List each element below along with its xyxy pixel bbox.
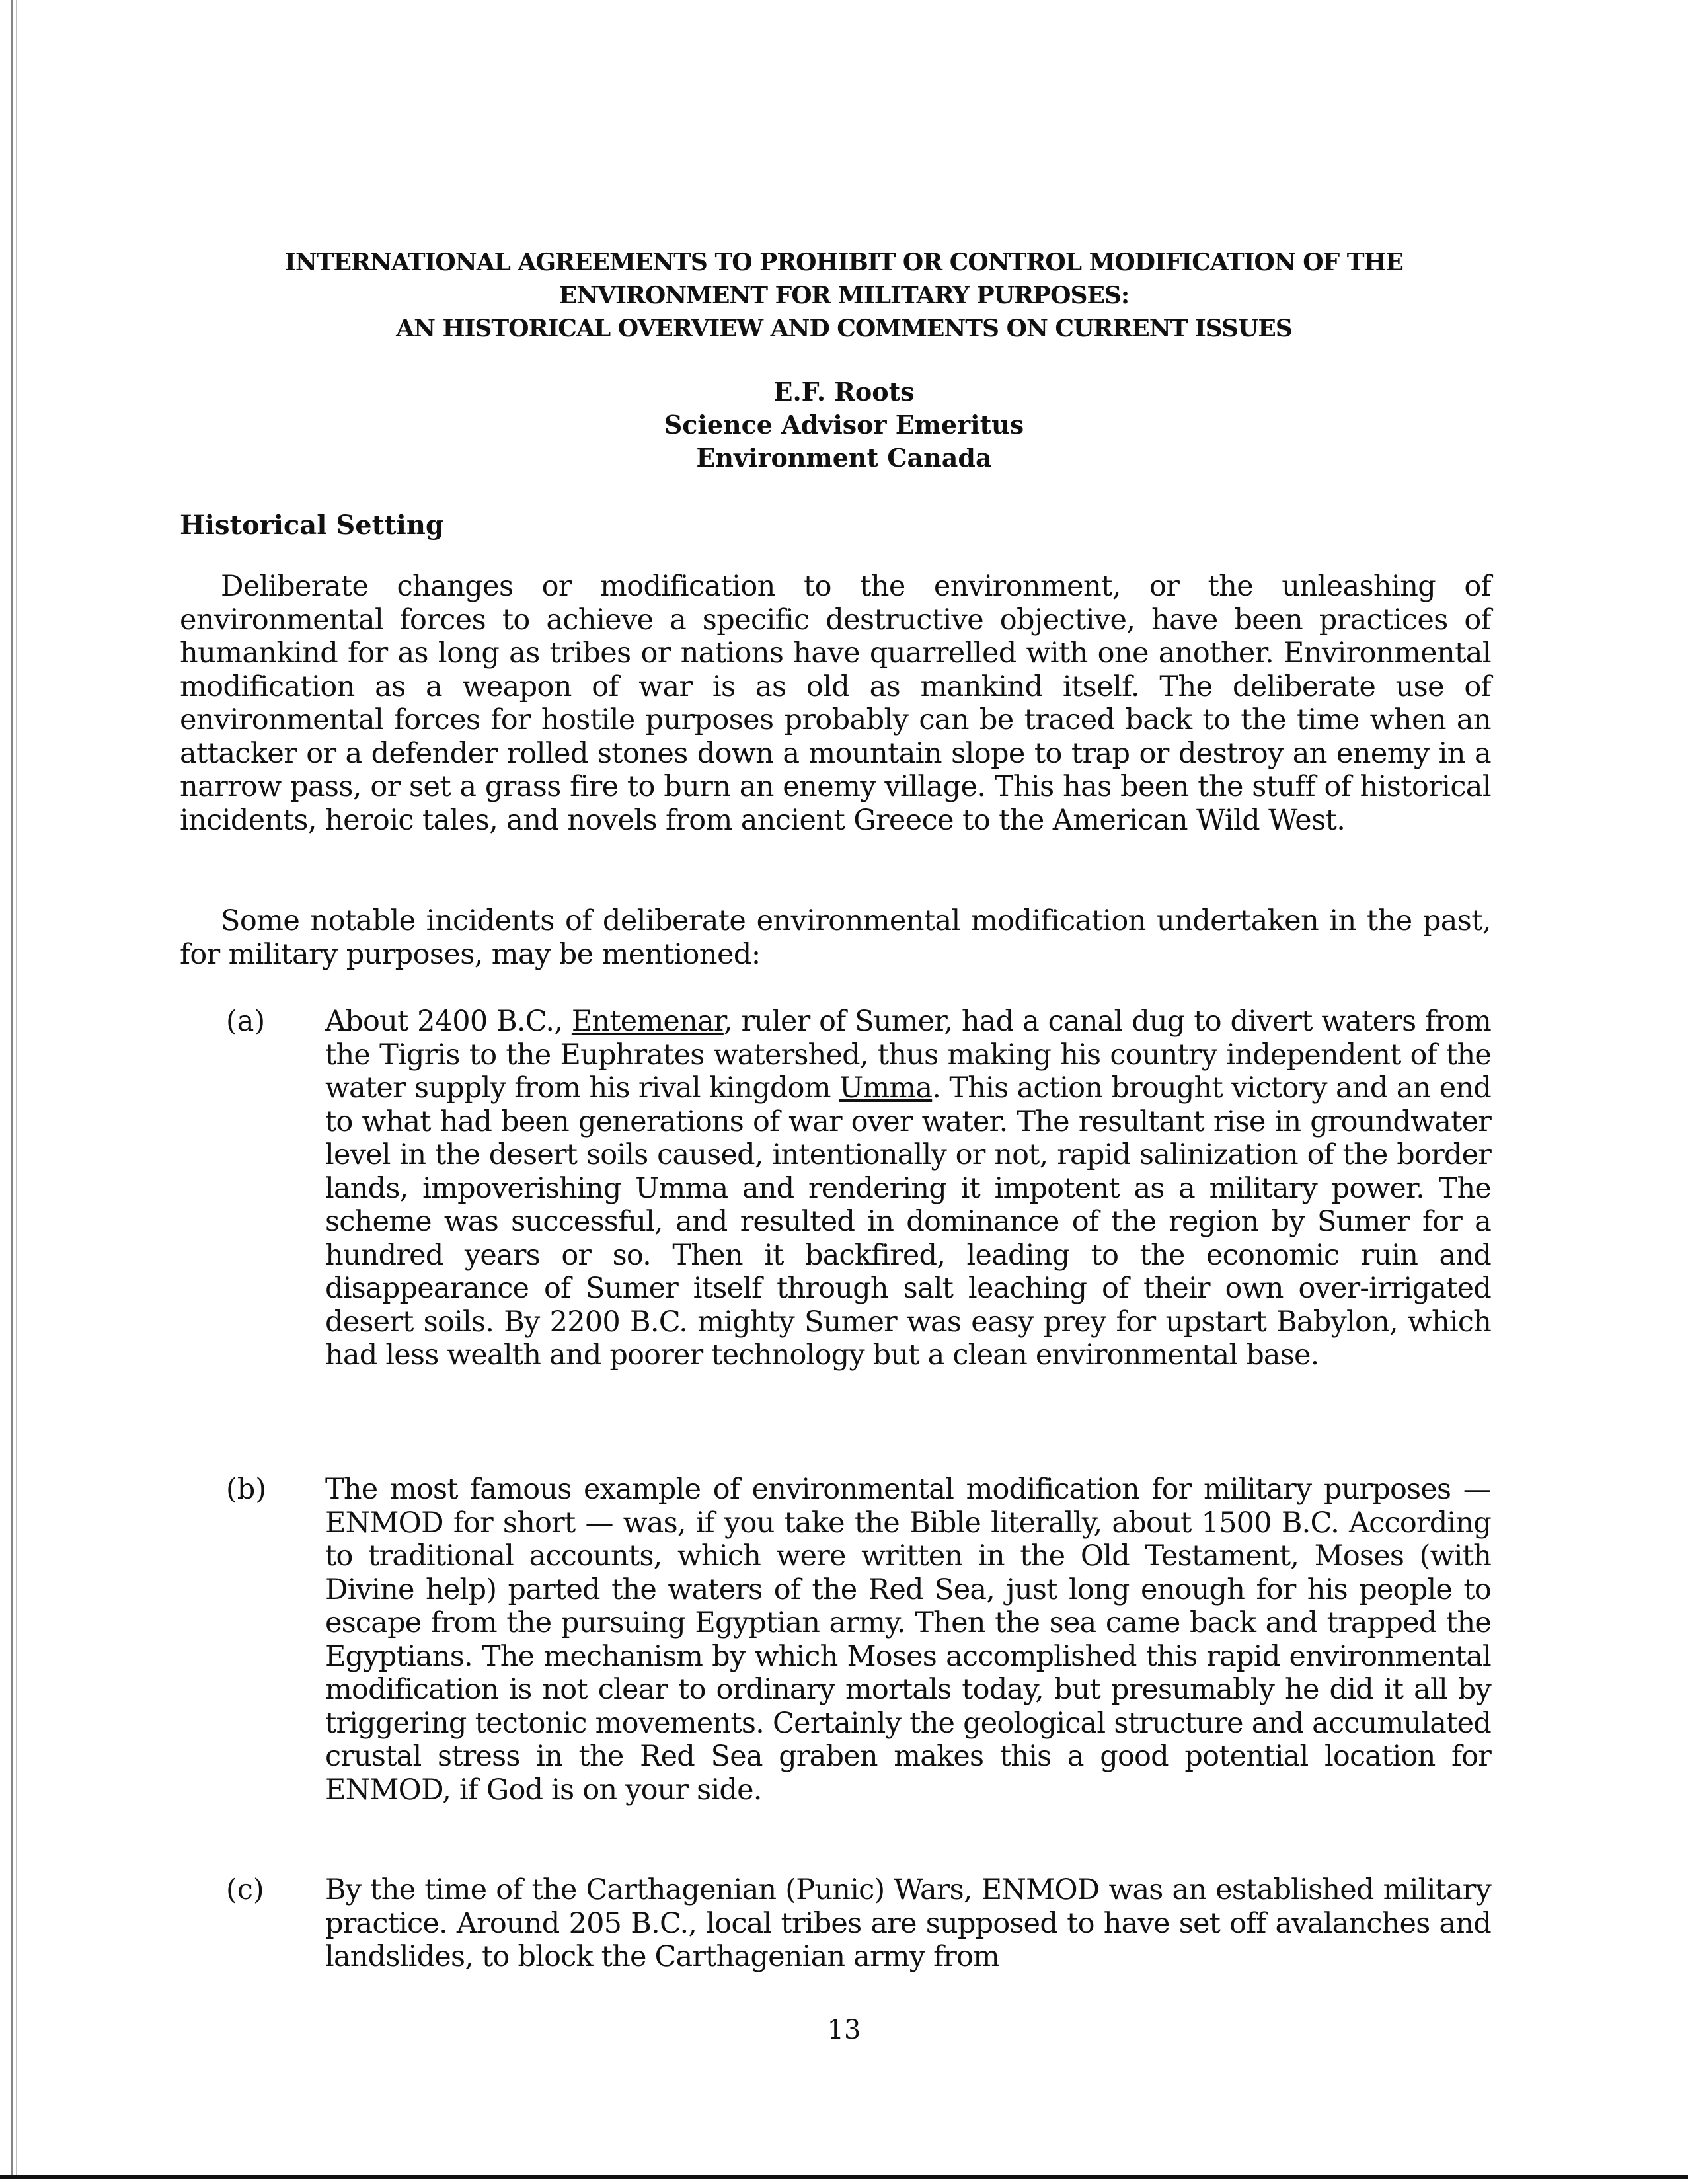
title-line-2: ENVIRONMENT FOR MILITARY PURPOSES:	[558, 282, 1130, 309]
list-item-label: (c)	[226, 1873, 264, 1906]
item-a-underlined-entemenar: Entemenar	[571, 1005, 724, 1038]
author-name: E.F. Roots	[773, 377, 915, 407]
item-a-text-part-1: About 2400 B.C.,	[325, 1005, 572, 1038]
item-a-underlined-umma: Umma	[839, 1072, 933, 1105]
section-heading: Historical Setting	[180, 510, 444, 541]
list-item-label: (b)	[226, 1473, 267, 1506]
list-item-text: The most famous example of environmental modification for military purposes — ENMOD for short — was, if you take the Bible literally, about 1500 B.C. According to traditional accounts, which were written in the Old Testament, Moses (with Divine help) parted the waters of the Red Sea, just long enough for his people to escape from the pursuing Egyptian army. Then the sea came back and trapped the Egyptians. The mechanism by which Moses accomplished this rapid environmental modification is not clear to ordinary mortals today, but presumably he did it all by triggering tectonic movements. Certainly the geological structure and accumulated crustal stress in the Red Sea graben makes this a good potential location for ENMOD, if God is on your side.	[325, 1473, 1491, 1807]
list-item-text	[325, 1005, 1491, 1372]
paragraph-1: Deliberate changes or modification to the environment, or the unleashing of environmental forces to achieve a specific destructive objective, have been practices of humankind for as long as tribes or nations have quarrelled with one another. Environmental modification as a weapon of war is as old as mankind itself. The deliberate use of environmental forces for hostile purposes probably can be traced back to the time when an attacker or a defender rolled stones down a mountain slope to trap or destroy an enemy in a narrow pass, or set a grass fire to burn an enemy village. This has been the stuff of historical incidents, heroic tales, and novels from ancient Greece to the American Wild West.	[180, 570, 1491, 837]
author-block	[132, 375, 1556, 475]
page-number: 13	[827, 2015, 861, 2045]
list-item-label: (a)	[226, 1005, 266, 1038]
scan-bottom-edge	[0, 2175, 1688, 2179]
item-a-text-part-2: , ruler of Sumer, had a canal dug to divert waters from the Tigris to the Euphrates watershed, thus making his country independent of the water supply from his rival kingdom	[325, 1005, 1491, 1105]
item-a-text-part-3: . This action brought victory and an end to what had been generations of war over water. The resultant rise in groundwater level in the desert soils caused, intentionally or not, rapid salinization of the border lands, impoverishing Umma and rendering it impotent as a military power. The scheme was successful, and resulted in dominance of the region by Sumer for a hundred years or so. Then it backfired, leading to the economic ruin and disappearance of Sumer itself through salt leaching of their own over-irrigated desert soils. By 2200 B.C. mighty Sumer was easy prey for upstart Babylon, which had less wealth and poorer technology but a clean environmental base.	[325, 1072, 1491, 1372]
title-line-3: AN HISTORICAL OVERVIEW AND COMMENTS ON CURRENT ISSUES	[396, 315, 1292, 342]
paragraph-2: Some notable incidents of deliberate environmental modification undertaken in the past, for military purposes, may be mentioned:	[180, 904, 1491, 971]
document-title	[132, 246, 1556, 345]
author-organization: Environment Canada	[696, 443, 992, 473]
list-item-text: By the time of the Carthagenian (Punic) Wars, ENMOD was an established military practice. Around 205 B.C., local tribes are supposed to have set off avalanches and landslides, to block the Carthagenian army from	[325, 1873, 1491, 1973]
author-position: Science Advisor Emeritus	[664, 410, 1024, 440]
scan-left-edge	[11, 0, 13, 2175]
scan-left-edge-secondary	[16, 0, 17, 2175]
title-line-1: INTERNATIONAL AGREEMENTS TO PROHIBIT OR CONTROL MODIFICATION OF THE	[285, 249, 1403, 276]
